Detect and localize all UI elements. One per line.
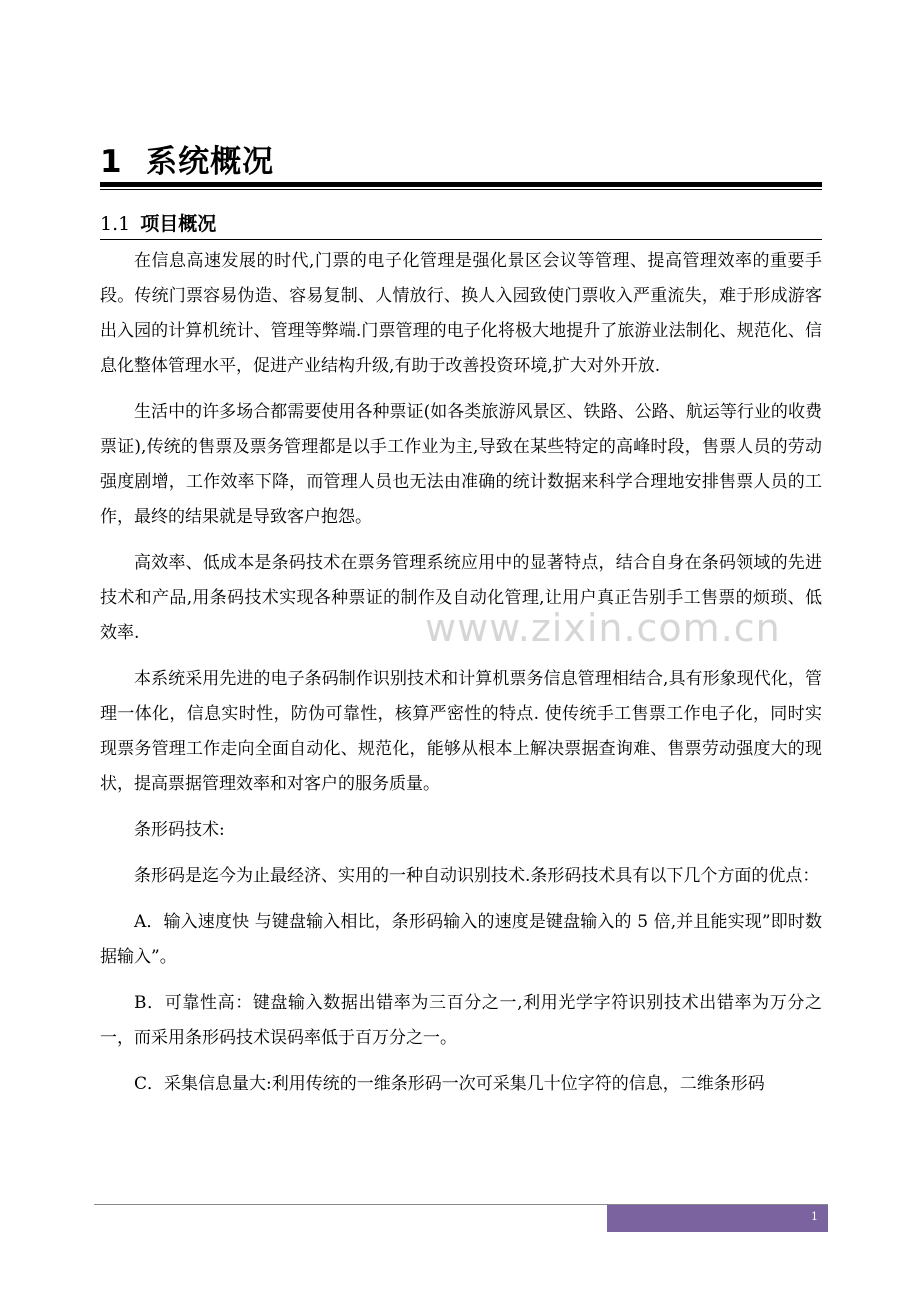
paragraph-barcode-intro: 条形码是迄今为止最经济、实用的一种自动识别技术.条形码技术具有以下几个方面的优点： [134,866,820,886]
paragraph-point-a: A．输入速度快 与键盘输入相比，条形码输入的速度是键盘输入的 5 倍,并且能实现”即时数据输入”。 [100,912,822,967]
paragraph-barcode-heading: 条形码技术: [134,820,225,840]
footer-bar [607,1205,828,1232]
chapter-rule-thick [100,182,822,187]
body-text [100,244,822,1113]
chapter-rule-thin [100,189,822,190]
section-title: 项目概况 [140,213,217,235]
paragraph-efficiency: 高效率、低成本是条码技术在票务管理系统应用中的显著特点，结合自身在条码领域的先进技术和产品,用条码技术实现各种票证的制作及自动化管理,让用户真正告别手工售票的烦琐、低效率. [100,553,822,643]
section-heading [100,208,216,240]
section-number: 1.1 [100,213,131,235]
watermark: www.zixin.com.cn [425,606,781,650]
paragraph-system: 本系统采用先进的电子条码制作识别技术和计算机票务信息管理相结合,具有形象现代化，管理一体化，信息实时性，防伪可靠性，核算严密性的特点. 使传统手工售票工作电子化，同时实现票务管理工作走向全面自动化、规范化，能够从根本上解决票据查询难、售票劳动强度大的现状，提高票据管理效率和对客户的服务质量。 [100,669,822,794]
chapter-number: 1 [100,144,123,180]
chapter-heading [100,139,274,185]
paragraph-point-b: B．可靠性高：键盘输入数据出错率为三百分之一,利用光学字符识别技术出错率为万分之一，而采用条形码技术误码率低于百万分之一。 [100,993,822,1048]
paragraph-tickets: 生活中的许多场合都需要使用各种票证(如各类旅游风景区、铁路、公路、航运等行业的收费票证),传统的售票及票务管理都是以手工作业为主,导致在某些特定的高峰时段，售票人员的劳动强度剧增，工作效率下降，而管理人员也无法由准确的统计数据来科学合理地安排售票人员的工作，最终的结果就是导致客户抱怨。 [100,402,822,527]
paragraph-point-c: C．采集信息量大:利用传统的一维条形码一次可采集几十位字符的信息，二维条形码 [134,1074,765,1094]
page-number: 1 [811,1210,818,1223]
section-rule [100,239,822,240]
chapter-title: 系统概况 [146,144,275,180]
paragraph-intro: 在信息高速发展的时代,门票的电子化管理是强化景区会议等管理、提高管理效率的重要手段。传统门票容易伪造、容易复制、人情放行、换人入园致使门票收入严重流失，难于形成游客出入园的计算机统计、管理等弊端.门票管理的电子化将极大地提升了旅游业法制化、规范化、信息化整体管理水平，促进产业结构升级,有助于改善投资环境,扩大对外开放. [100,251,822,376]
